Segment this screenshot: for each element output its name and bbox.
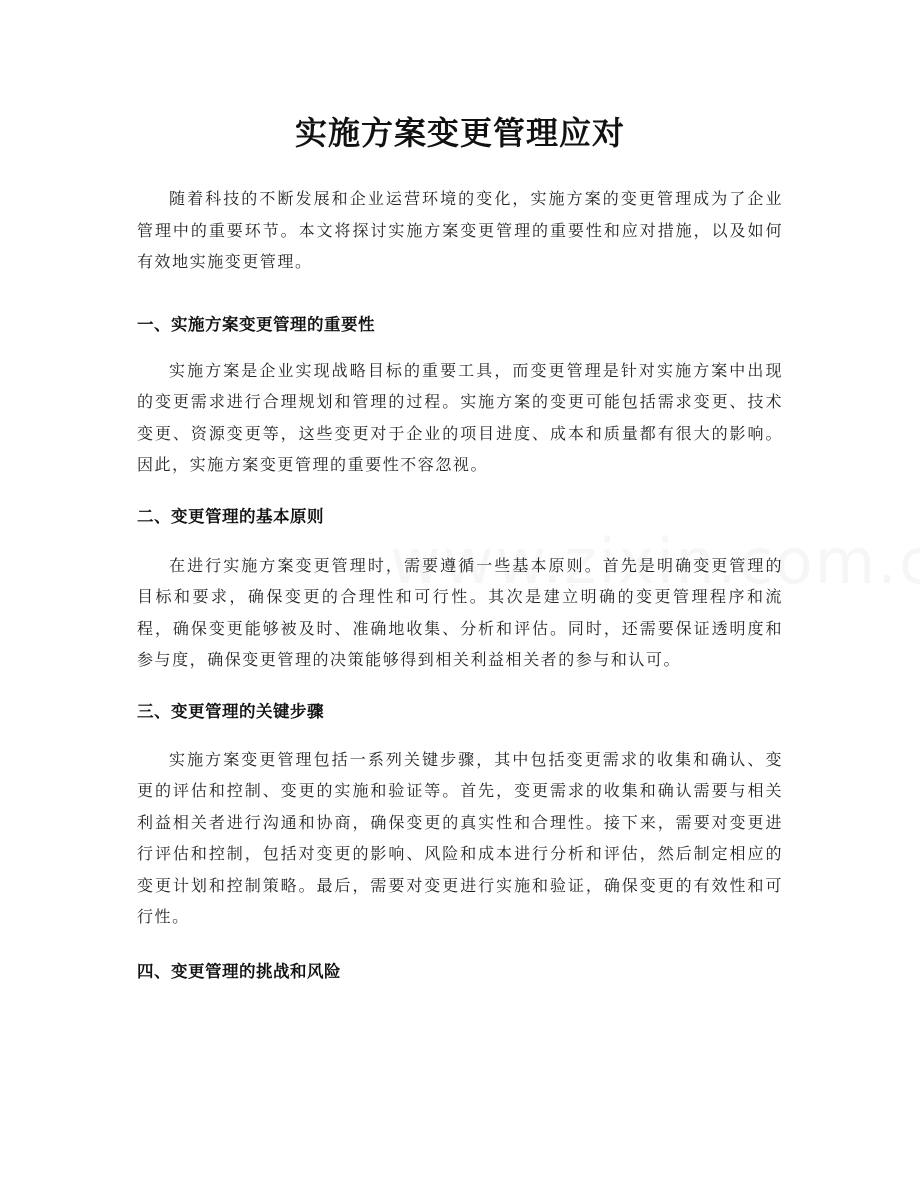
section-heading-4: 四、变更管理的挑战和风险 — [137, 961, 341, 981]
section-heading-1: 一、实施方案变更管理的重要性 — [137, 314, 375, 334]
section-heading-3: 三、变更管理的关键步骤 — [137, 701, 324, 721]
section-body-1: 实施方案是企业实现战略目标的重要工具，而变更管理是针对实施方案中出现的变更需求进行合理规划和管理的过程。实施方案的变更可能包括需求变更、技术变更、资源变更等，这些变更对于企业的项目进度、成本和质量都有很大的影响。因此，实施方案变更管理的重要性不容忽视。 — [137, 360, 783, 474]
section-body-2: 在进行实施方案变更管理时，需要遵循一些基本原则。首先是明确变更管理的目标和要求，确保变更的合理性和可行性。其次是建立明确的变更管理程序和流程，确保变更能够被及时、准确地收集、分析和评估。同时，还需要保证透明度和参与度，确保变更管理的决策能够得到相关利益相关者的参与和认可。 — [137, 555, 783, 669]
section-heading-2: 二、变更管理的基本原则 — [137, 506, 324, 526]
intro-paragraph: 随着科技的不断发展和企业运营环境的变化，实施方案的变更管理成为了企业管理中的重要环节。本文将探讨实施方案变更管理的重要性和应对措施，以及如何有效地实施变更管理。 — [137, 189, 783, 271]
section-body-3: 实施方案变更管理包括一系列关键步骤，其中包括变更需求的收集和确认、变更的评估和控制、变更的实施和验证等。首先，变更需求的收集和确认需要与相关利益相关者进行沟通和协商，确保变更的真实性和合理性。接下来，需要对变更进行评估和控制，包括对变更的影响、风险和成本进行分析和评估，然后制定相应的变更计划和控制策略。最后，需要对变更进行实施和验证，确保变更的有效性和可行性。 — [137, 749, 783, 926]
document-title: 实施方案变更管理应对 — [294, 114, 625, 152]
